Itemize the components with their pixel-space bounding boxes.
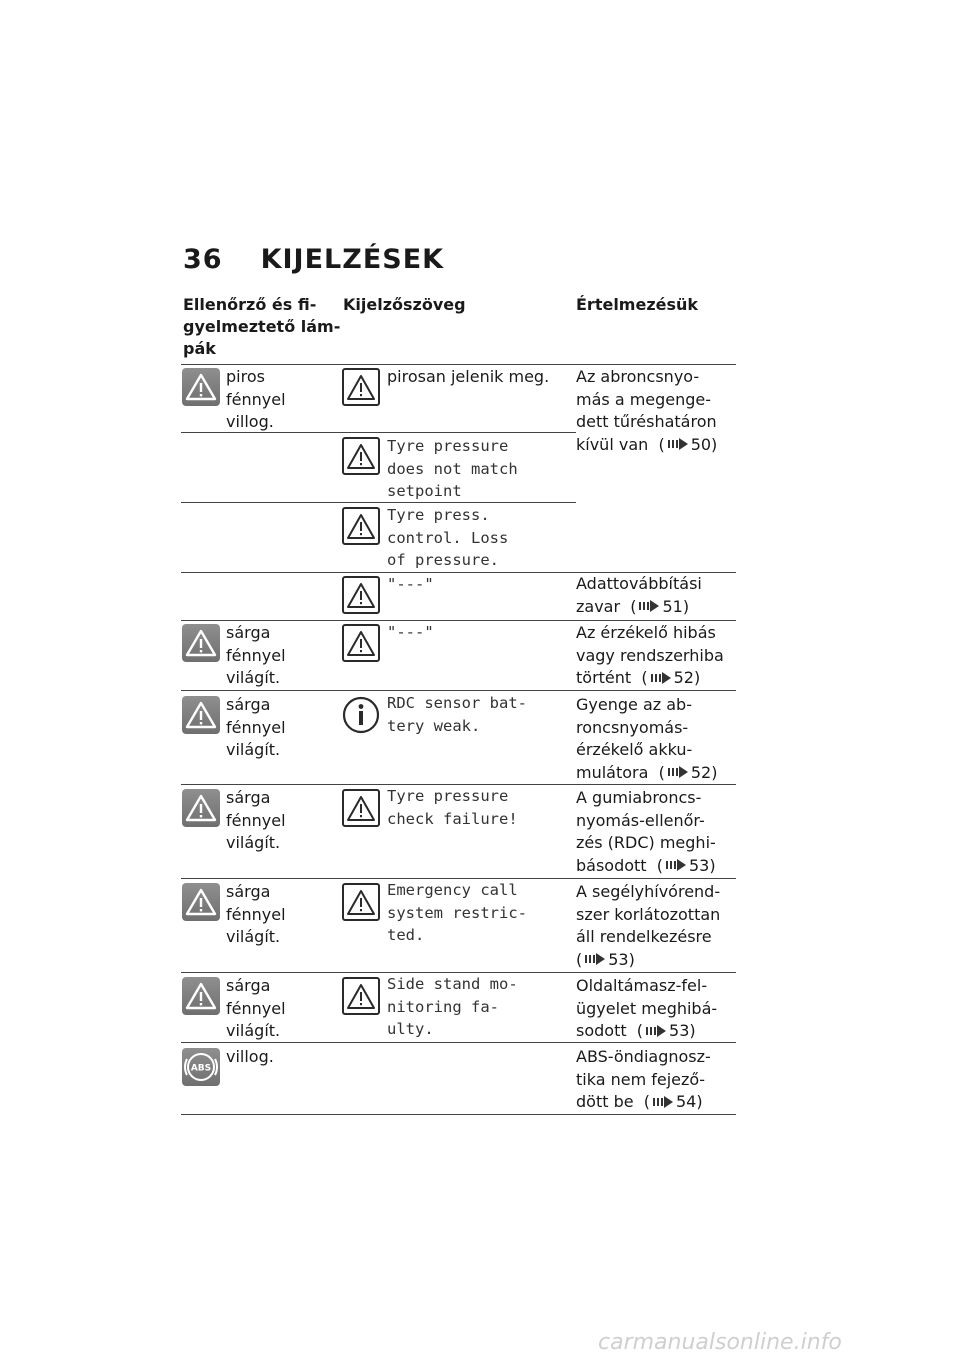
page-reference[interactable]: 53) [689,855,716,875]
page-reference[interactable]: 54) [676,1092,703,1111]
display-text: Side stand mo- nitoring fa- ulty. [387,975,518,1038]
header-lamps: Ellenőrző és fi- gyelmeztető lám- pák [183,295,341,358]
display-text: "---" [387,623,434,641]
warning-triangle-icon [342,883,380,921]
arrow-ref-icon [585,952,605,966]
header-display-text: Kijelzőszöveg [343,295,466,314]
table-divider [181,1114,736,1115]
page-title [183,244,444,275]
warning-triangle-icon [342,624,380,662]
warning-triangle-icon [182,977,220,1015]
lamp-state: piros fénnyel villog. [226,367,286,431]
lamp-state: sárga fénnyel világít. [226,623,286,687]
display-text: "---" [387,575,434,593]
warning-triangle-icon [342,507,380,545]
arrow-ref-icon [646,1024,666,1038]
page-number: 36 [183,244,223,275]
warning-triangle-icon [342,576,380,614]
warning-triangle-icon [342,977,380,1015]
warning-triangle-icon [342,789,380,827]
table-divider [181,620,736,621]
meaning-text: Gyenge az ab- roncsnyomás- érzékelő akku- mulátora ( 52) [576,695,718,782]
display-text: Tyre press. control. Loss of pressure. [387,506,509,569]
arrow-ref-icon [639,599,659,613]
page-reference[interactable]: 53) [608,949,635,969]
display-text: Emergency call system restric- ted. [387,881,527,944]
page-reference[interactable]: 52) [690,762,718,782]
warning-triangle-icon [342,437,380,475]
arrow-ref-icon [653,1095,673,1109]
lamp-state: sárga fénnyel világít. [226,695,286,759]
lamp-state: sárga fénnyel világít. [226,976,286,1040]
warning-triangle-icon [182,696,220,734]
meaning-text: Az érzékelő hibás vagy rendszerhiba történt ( 52) [576,623,724,687]
table-divider [181,364,736,365]
lamp-state: sárga fénnyel világít. [226,788,286,852]
arrow-ref-icon [668,437,688,451]
warning-triangle-icon [182,883,220,921]
section-title: KIJELZÉSEK [260,244,445,275]
meaning-text: Az abroncsnyo- más a megenge- dett tűréshatáron kívül van ( 50) [576,367,718,454]
arrow-ref-icon [666,858,686,872]
meaning-text: A gumiabroncs- nyomás-ellenőr- zés (RDC) meghi- básodott ( 53) [576,788,716,875]
page-reference[interactable]: 52) [673,668,701,687]
page-reference[interactable]: 50) [690,434,718,454]
table-divider [181,690,736,691]
lamp-state: sárga fénnyel világít. [226,882,286,946]
lamp-state: villog. [226,1047,274,1066]
display-text: RDC sensor bat- tery weak. [387,694,527,735]
arrow-ref-icon [668,765,688,779]
warning-triangle-icon [342,368,380,406]
page-reference[interactable]: 53) [669,1021,696,1040]
meaning-text: ABS-öndiagnosz- tika nem fejező- dött be ( 54) [576,1047,711,1111]
display-text: pirosan jelenik meg. [387,367,550,386]
display-text: Tyre pressure check failure! [387,787,518,828]
meaning-text: A segélyhívórend- szer korlátozottan áll rendelkezésre ( 53) [576,882,721,969]
watermark: carmanualsonline.info [598,1330,842,1355]
warning-triangle-icon [182,789,220,827]
warning-triangle-icon [182,368,220,406]
arrow-ref-icon [651,671,671,685]
abs-label: ABS [190,1063,212,1074]
header-meaning: Értelmezésük [576,295,699,314]
meaning-text: Oldaltámasz-fel- ügyelet meghibá- sodott ( 53) [576,976,718,1040]
display-text: Tyre pressure does not match setpoint [387,437,518,500]
abs-icon [182,1048,220,1086]
info-icon [342,696,380,734]
meaning-text: Adattovábbítási zavar ( 51) [576,574,702,616]
page-reference[interactable]: 51) [662,596,690,616]
warning-triangle-icon [182,624,220,662]
